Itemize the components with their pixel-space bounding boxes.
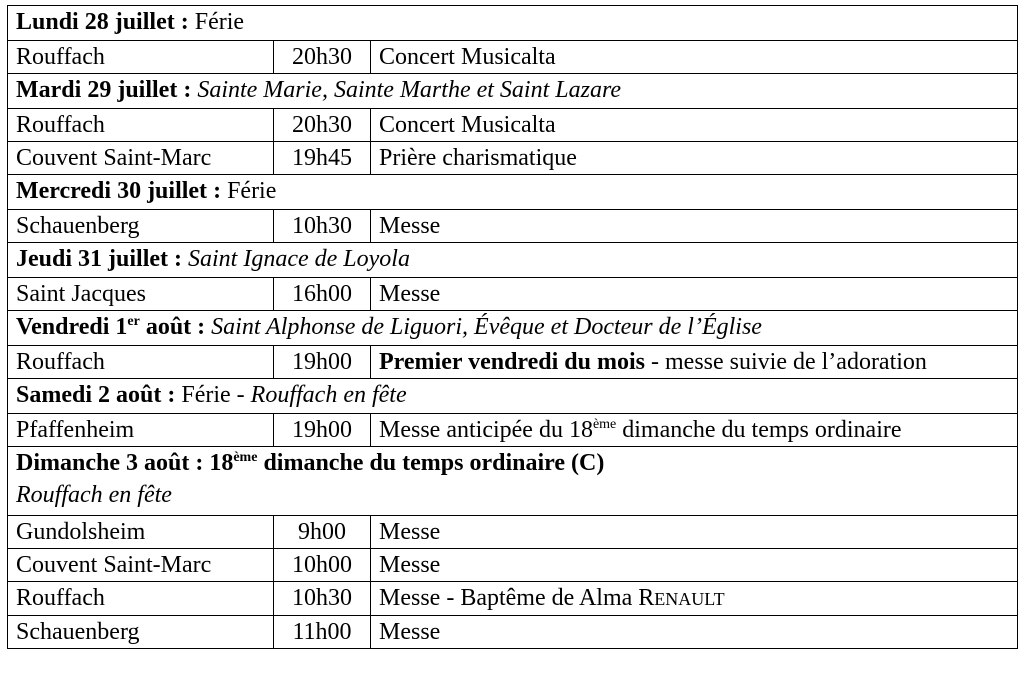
- place-cell: Rouffach: [8, 582, 274, 616]
- place-cell: Rouffach: [8, 109, 274, 142]
- event-cell: Concert Musicalta: [371, 41, 1018, 74]
- place-cell: Couvent Saint-Marc: [8, 142, 274, 175]
- time-cell: 19h00: [274, 346, 371, 379]
- day-title-month: août: [139, 314, 192, 340]
- time-cell: 10h30: [274, 210, 371, 243]
- day-header-row: [8, 447, 1018, 516]
- event-cell: Messe: [371, 516, 1018, 549]
- table-row: [8, 616, 1018, 649]
- table-row: [8, 582, 1018, 616]
- event-cell: Messe: [371, 616, 1018, 649]
- event-cell: Messe: [371, 278, 1018, 311]
- day-header: [8, 74, 1018, 109]
- table-row: [8, 41, 1018, 74]
- time-cell: 16h00: [274, 278, 371, 311]
- table-row: [8, 346, 1018, 379]
- table-row: [8, 142, 1018, 175]
- day-header-row: [8, 74, 1018, 109]
- feast-subtitle: Rouffach en fête: [16, 482, 172, 508]
- event-ordinal: ème: [592, 417, 617, 432]
- event-detail: - messe suivie de l’adoration: [645, 349, 927, 375]
- surname-rest: ENAULT: [654, 589, 725, 609]
- day-separator: :: [168, 246, 189, 272]
- day-title: Dimanche 3 août: [16, 450, 190, 476]
- time-cell: 10h00: [274, 549, 371, 582]
- day-title: Lundi 28 juillet: [16, 9, 175, 35]
- place-cell: Schauenberg: [8, 616, 274, 649]
- event-cell: Concert Musicalta: [371, 109, 1018, 142]
- table-row: [8, 516, 1018, 549]
- table-row: [8, 549, 1018, 582]
- feast-name: Saint Alphonse de Liguori, Évêque et Docteur de l’Église: [211, 314, 762, 340]
- place-cell: Schauenberg: [8, 210, 274, 243]
- table-row: [8, 210, 1018, 243]
- table-row: [8, 109, 1018, 142]
- time-cell: 11h00: [274, 616, 371, 649]
- day-header-line: [16, 447, 1009, 479]
- time-cell: 20h30: [274, 109, 371, 142]
- feast-name-plain: Férie -: [181, 382, 251, 408]
- event-text: Messe - Baptême de Alma: [379, 585, 639, 611]
- event-cell: Messe: [371, 210, 1018, 243]
- table-row: [8, 414, 1018, 447]
- day-separator: :: [161, 382, 182, 408]
- day-separator: :: [174, 9, 195, 35]
- event-text-rest: dimanche du temps ordinaire: [616, 417, 902, 443]
- time-cell: 19h45: [274, 142, 371, 175]
- day-separator: :: [177, 77, 198, 103]
- surname-initial: R: [638, 585, 655, 611]
- day-header: [8, 243, 1018, 278]
- day-header-row: [8, 243, 1018, 278]
- day-title: Mercredi 30 juillet: [16, 178, 208, 204]
- event-highlight: Premier vendredi du mois: [379, 349, 645, 375]
- day-header: [8, 379, 1018, 414]
- day-title: Jeudi 31 juillet: [16, 246, 169, 272]
- time-cell: 9h00: [274, 516, 371, 549]
- feast-name: dimanche du temps ordinaire (C): [257, 450, 605, 476]
- day-title: Vendredi 1: [16, 314, 128, 340]
- day-title: Samedi 2 août: [16, 382, 162, 408]
- day-header-row: [8, 379, 1018, 414]
- day-separator: :: [189, 450, 210, 476]
- feast-name: Rouffach en fête: [250, 382, 407, 408]
- day-separator: :: [207, 178, 228, 204]
- time-cell: 20h30: [274, 41, 371, 74]
- event-cell: [371, 414, 1018, 447]
- event-cell: Messe: [371, 549, 1018, 582]
- day-header: [8, 311, 1018, 346]
- feast-ordinal: ème: [233, 450, 258, 465]
- place-cell: Couvent Saint-Marc: [8, 549, 274, 582]
- event-cell: [371, 582, 1018, 616]
- event-cell: Prière charismatique: [371, 142, 1018, 175]
- place-cell: Pfaffenheim: [8, 414, 274, 447]
- event-cell: [371, 346, 1018, 379]
- place-cell: Rouffach: [8, 41, 274, 74]
- day-separator: :: [191, 314, 212, 340]
- schedule-table: [7, 5, 1018, 649]
- day-header: [8, 175, 1018, 210]
- day-header: [8, 6, 1018, 41]
- place-cell: Rouffach: [8, 346, 274, 379]
- day-title: Mardi 29 juillet: [16, 77, 178, 103]
- feast-name: Sainte Marie, Sainte Marthe et Saint Lazare: [197, 77, 622, 103]
- place-cell: Gundolsheim: [8, 516, 274, 549]
- table-row: [8, 278, 1018, 311]
- day-header-row: [8, 175, 1018, 210]
- day-header-row: [8, 6, 1018, 41]
- day-header: [8, 447, 1018, 516]
- time-cell: 10h30: [274, 582, 371, 616]
- time-cell: 19h00: [274, 414, 371, 447]
- feast-name: Saint Ignace de Loyola: [188, 246, 410, 272]
- place-cell: Saint Jacques: [8, 278, 274, 311]
- day-title-ordinal: er: [127, 314, 140, 329]
- day-header-row: [8, 311, 1018, 346]
- feast-name: Férie: [194, 9, 245, 35]
- feast-number: 18: [209, 450, 234, 476]
- event-text: Messe anticipée du 18: [379, 417, 593, 443]
- feast-name: Férie: [227, 178, 277, 204]
